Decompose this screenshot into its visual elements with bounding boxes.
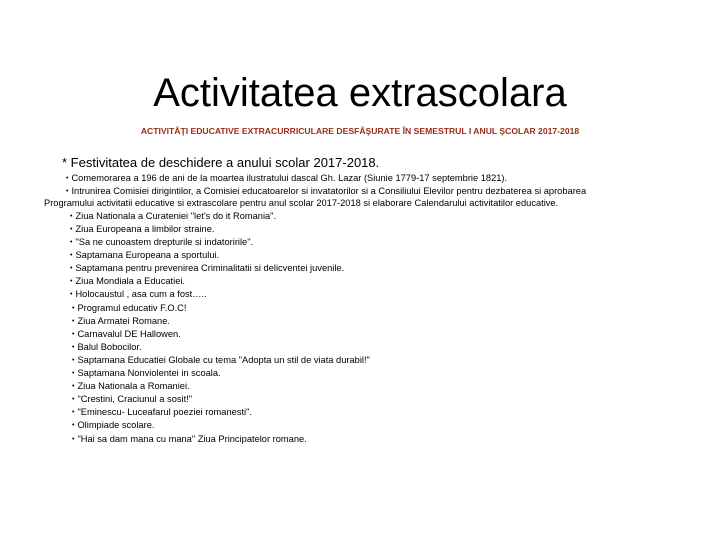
bullet-icon: • [72, 305, 75, 312]
slide-subtitle: ACTIVITĂŢI EDUCATIVE EXTRACURRICULARE DESFĂŞURATE ÎN SEMESTRUL I ANUL ŞCOLAR 2017-2018 [140, 126, 580, 136]
bullet-icon: • [70, 291, 73, 298]
bullet-icon: • [72, 357, 75, 364]
bullet-icon: • [72, 318, 75, 325]
bullet-icon: • [72, 331, 75, 338]
bullet-icon: • [70, 226, 73, 233]
lead-item: * Festivitatea de deschidere a anului scolar 2017-2018. [62, 155, 380, 170]
list-item: • Saptamana Nonviolentei in scoala. [72, 367, 221, 381]
bullet-icon: • [70, 239, 73, 246]
list-item: • Saptamana pentru prevenirea Criminalitatii si delicventei juvenile. [70, 262, 344, 276]
list-item: • Ziua Europeana a limbilor straine. [70, 223, 214, 237]
bullet-icon: • [72, 370, 75, 377]
list-item: • "Hai sa dam mana cu mana" Ziua Principatelor romane. [72, 433, 307, 447]
list-item: • Saptamana Europeana a sportului. [70, 249, 219, 263]
list-item: • Saptamana Educatiei Globale cu tema "Adopta un stil de viata durabil!" [72, 354, 370, 368]
bullet-icon: • [72, 409, 75, 416]
list-item: • "Eminescu- Luceafarul poeziei romanesti". [72, 406, 252, 420]
bullet-icon: • [66, 175, 69, 182]
bullet-icon: • [66, 187, 69, 195]
bullet-icon: • [72, 344, 75, 351]
bullet-icon: • [70, 252, 73, 259]
list-item: • Ziua Nationala a Romaniei. [72, 380, 190, 394]
bullet-icon: • [72, 436, 75, 443]
list-item: • "Sa ne cunoastem drepturile si indatoririle". [70, 236, 253, 250]
list-item: • Ziua Nationala a Curateniei "let's do it Romania". [70, 210, 276, 224]
list-item: • Programul educativ F.O.C! [72, 302, 186, 316]
list-item: • Holocaustul , asa cum a fost….. [70, 288, 207, 302]
bullet-icon: • [72, 383, 75, 390]
bullet-icon: • [72, 396, 75, 403]
list-item: • Ziua Armatei Romane. [72, 315, 170, 329]
list-item: • Carnavalul DE Hallowen. [72, 328, 181, 342]
list-item: • Balul Bobocilor. [72, 341, 142, 355]
bullet-icon: • [70, 213, 73, 220]
list-item: • Intrunirea Comisiei dirigintilor, a Comisiei educatoarelor si invatatorilor si a Consiliului Elevilor pentru dezbaterea si aprobarea [66, 185, 586, 199]
list-item: • Comemorarea a 196 de ani de la moartea ilustratului dascal Gh. Lazar (Siunie 1779-17 septembrie 1821). [66, 172, 507, 186]
list-item-continuation: Programului activitatii educative si extrascolare pentru anul scolar 2017-2018 si elaborare Calendarului activitatilor educative. [44, 198, 559, 208]
bullet-icon: • [70, 278, 73, 285]
list-item: • "Crestini, Craciunul a sosit!" [72, 393, 192, 407]
list-item: • Ziua Mondiala a Educatiei. [70, 275, 185, 289]
list-item: • Olimpiade scolare. [72, 419, 154, 433]
bullet-icon: • [70, 265, 73, 272]
slide-title: Activitatea extrascolara [153, 70, 567, 115]
bullet-icon: • [72, 422, 75, 429]
